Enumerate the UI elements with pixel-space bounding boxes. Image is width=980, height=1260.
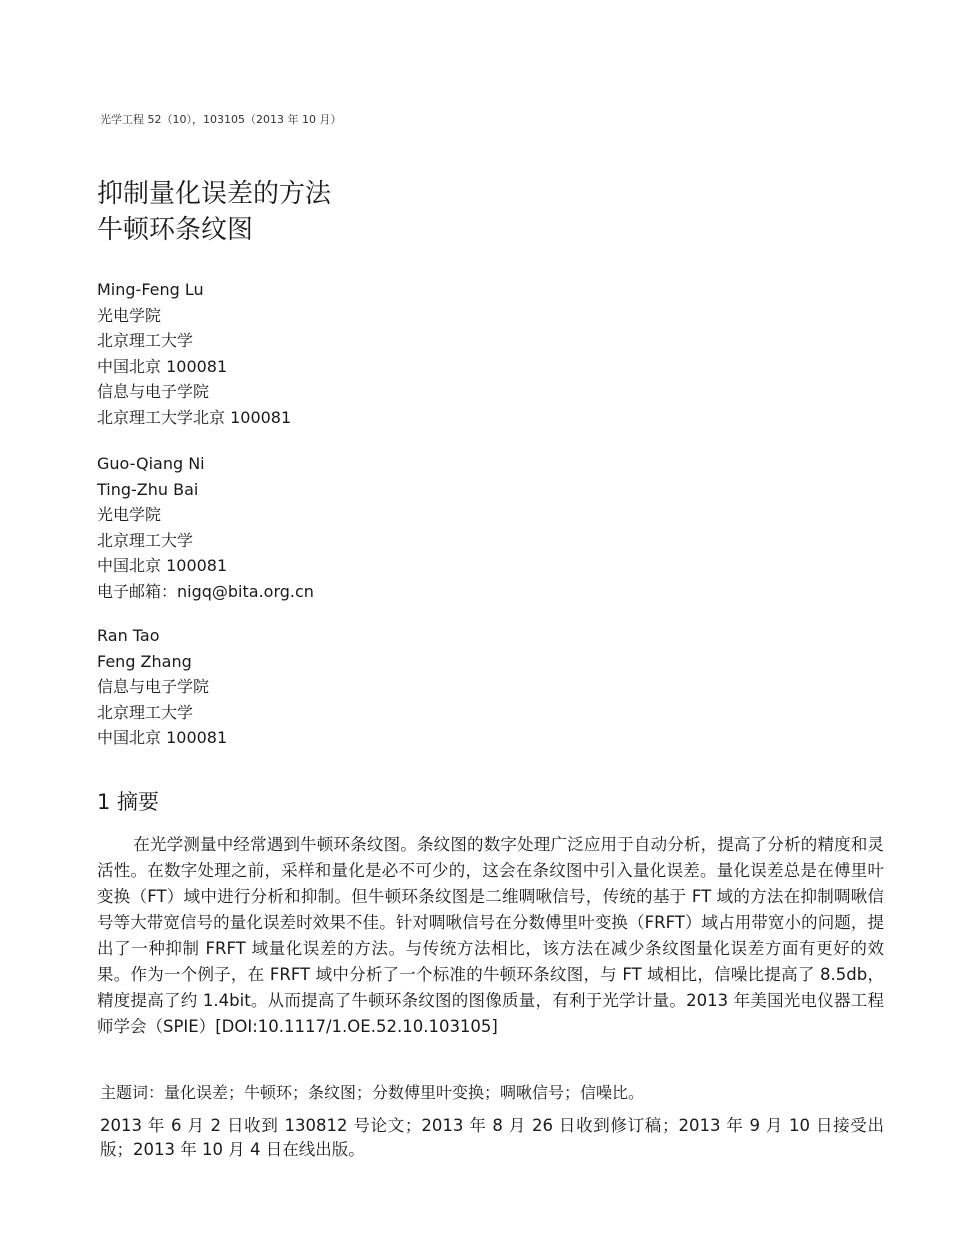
affiliation-line: 信息与电子学院 [97, 677, 210, 697]
journal-citation: 光学工程 52（10），103105（2013 年 10 月） [100, 113, 342, 126]
affiliation-line: 光电学院 [97, 505, 162, 525]
affiliation-line: 中国北京 100081 [97, 356, 228, 376]
affiliation-line: 北京理工大学 [97, 331, 194, 351]
affiliation-line: 中国北京 100081 [97, 556, 228, 576]
publication-history: 2013 年 6 月 2 日收到 130812 号论文；2013 年 8 月 26 日收到修订稿；2013 年 9 月 10 日接受出版；2013 年 10 月 4 日在线出版。 [100, 1116, 884, 1159]
paper-title-line-2: 牛顿环条纹图 [97, 215, 254, 245]
author-name: Ting-Zhu Bai [97, 479, 199, 499]
author-block-3 [97, 623, 227, 751]
author-name: Feng Zhang [97, 651, 192, 671]
abstract-paragraph: 在光学测量中经常遇到牛顿环条纹图。条纹图的数字处理广泛应用于自动分析，提高了分析的精度和灵活性。在数字处理之前，采样和量化是必不可少的，这会在条纹图中引入量化误差。量化误差总是在傅里叶变换（FT）域中进行分析和抑制。但牛顿环条纹图是二维啁啾信号，传统的基于 FT 域的方法在抑制啁啾信号等大带宽信号的量化误差时效果不佳。针对啁啾信号在分数傅里叶变换（FRFT）域占用带宽小的问题，提出了一种抑制 FRFT 域量化误差的方法。与传统方法相比，该方法在减少条纹图量化误差方面有更好的效果。作为一个例子，在 FRFT 域中分析了一个标准的牛顿环条纹图，与 FT 域相比，信噪比提高了 8.5db，精度提高了约 1.4bit。从而提高了牛顿环条纹图的图像质量，有利于光学计量。2013 年美国光电仪器工程师学会（SPIE）[DOI:10.1117/1.OE.52.10.103105] [97, 835, 884, 1036]
author-block-1 [97, 277, 291, 431]
affiliation-line: 北京理工大学 [97, 702, 194, 722]
keywords: 主题词：量化误差；牛顿环；条纹图；分数傅里叶变换；啁啾信号；信噪比。 [100, 1083, 645, 1102]
paper-title-line-1: 抑制量化误差的方法 [97, 179, 332, 209]
author-name: Guo-Qiang Ni [97, 454, 205, 473]
author-email: 电子邮箱：nigq@bita.org.cn [97, 581, 314, 601]
author-name: Ming-Feng Lu [97, 280, 204, 299]
affiliation-line: 信息与电子学院 [97, 382, 210, 402]
paper-title [97, 176, 331, 248]
abstract-heading: 1 摘要 [97, 790, 160, 814]
affiliation-line: 中国北京 100081 [97, 728, 228, 748]
affiliation-line: 北京理工大学北京 100081 [97, 407, 292, 427]
author-block-2 [97, 451, 314, 605]
affiliation-line: 光电学院 [97, 305, 162, 325]
author-name: Ran Tao [97, 626, 160, 645]
affiliation-line: 北京理工大学 [97, 530, 194, 550]
